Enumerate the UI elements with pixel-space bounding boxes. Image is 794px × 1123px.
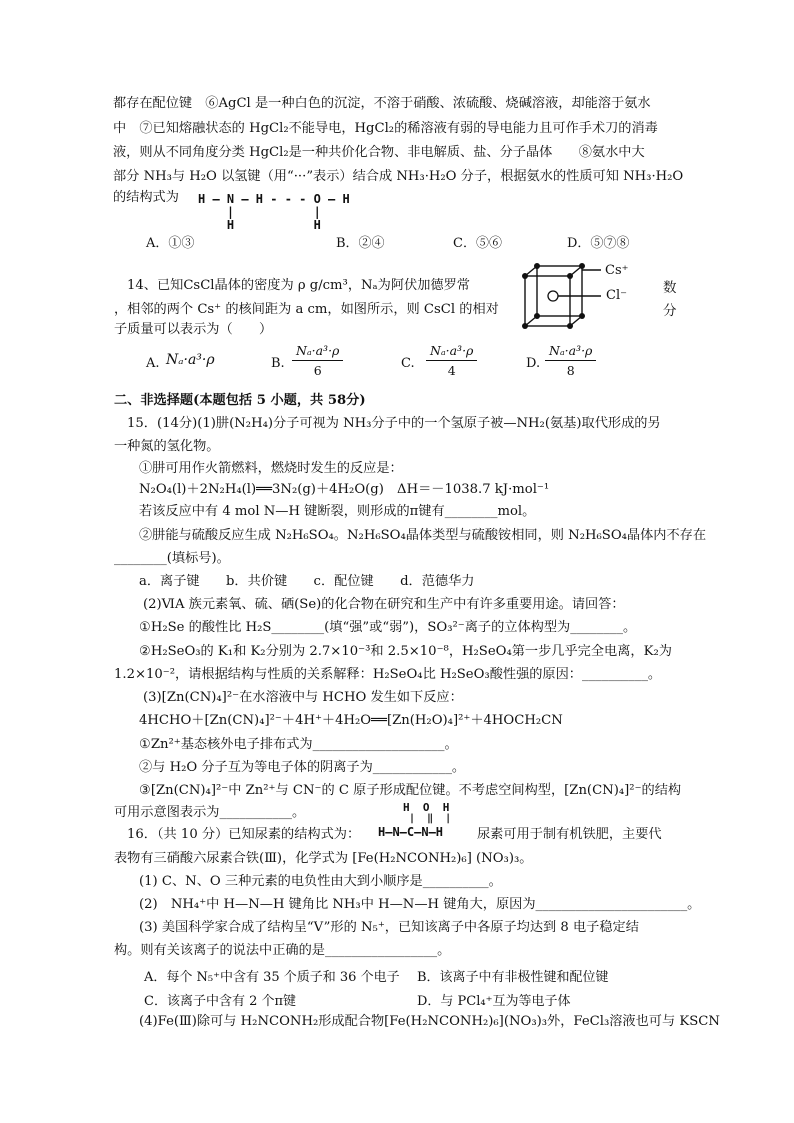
nh3-h2o-structure-line-2: | | xyxy=(198,205,321,219)
q15-line-9: (2)ⅥA 族元素氧、硫、硒(Se)的化合物在研究和生产中有许多重要用途。请回答： xyxy=(143,597,625,612)
q14-option-b-numerator: Nₐ·a³·ρ xyxy=(292,343,343,361)
q13-option-d: D．⑤⑦⑧ xyxy=(567,236,630,251)
q16-intro-after: 尿素可用于制有机铁肥，主要代 xyxy=(477,827,662,842)
q15-line-8: a．离子键 b．共价键 c．配位键 d．范德华力 xyxy=(139,574,475,589)
cl-ion-marker xyxy=(548,291,558,301)
q15-line-2: 一种氮的氢化物。 xyxy=(114,439,220,454)
q14-option-d-label: D. xyxy=(526,356,541,371)
q14-option-c-label: C. xyxy=(401,356,415,371)
q14-text-line-2: ，相邻的两个 Cs⁺ 的核间距为 a cm，如图所示，则 CsCl 的相对 xyxy=(114,302,499,317)
q14-option-d-numerator: Nₐ·a³·ρ xyxy=(545,343,596,361)
q15-line-10: ①H₂Se 的酸性比 H₂S________(填“强”或“弱”)，SO₃²⁻离子的立体构型为________。 xyxy=(139,620,637,635)
q14-text-line-3: 子质量可以表示为（ ） xyxy=(114,322,273,337)
q15-line-3: ①肼可用作火箭燃料，燃烧时发生的反应是： xyxy=(139,461,403,476)
q14-side-char-1: 数 xyxy=(663,280,677,296)
q16-line-2: 表物有三硝酸六尿素合铁(Ⅲ)，化学式为 [Fe(H₂NCONH₂)₆] (NO₃)₃。 xyxy=(114,851,533,866)
q16-part-1: (1) C、N、O 三种元素的电负性由大到小顺序是__________。 xyxy=(139,874,502,889)
q14-text-line-1: 14、已知CsCl晶体的密度为 ρ g/cm³，Nₐ为阿伏加德罗常 xyxy=(127,278,470,293)
q16-part-2: (2) NH₄⁺中 H—N—H 键角比 NH₃中 H—N—H 键角大，原因为_______________________。 xyxy=(139,897,701,912)
q14-option-c-numerator: Nₐ·a³·ρ xyxy=(426,343,477,361)
q13-option-b: B．②④ xyxy=(336,236,385,251)
q13-option-a: A．①③ xyxy=(146,236,195,251)
q14-option-b-denominator: 6 xyxy=(313,363,322,378)
urea-structure-top: H O H xyxy=(403,801,450,814)
q14-option-c-denominator: 4 xyxy=(447,363,456,378)
q13-option-c: C．⑤⑥ xyxy=(453,236,502,251)
q15-line-16: ②与 H₂O 分子互为等电子体的阴离子为____________。 xyxy=(139,760,466,775)
q16-option-c: C．该离子中含有 2 个π键 xyxy=(144,994,297,1009)
q15-line-17: ③[Zn(CN)₄]²⁻中 Zn²⁺与 CN⁻的 C 原子形成配位键。不考虑空间构型，[Zn(CN)₄]²⁻的结构 xyxy=(139,783,682,798)
q13-text-line-2: 中 ⑦已知熔融状态的 HgCl₂不能导电，HgCl₂的稀溶液有弱的导电能力且可作手术刀的消毒 xyxy=(113,121,658,136)
q14-option-b-label: B. xyxy=(271,356,285,371)
q15-line-14: 4HCHO＋[Zn(CN)₄]²⁻＋4H⁺＋4H₂O══[Zn(H₂O)₄]²⁺＋4HOCH₂CN xyxy=(139,713,563,728)
q16-part-3-line-2: 构。则有关该离子的说法中正确的是_________________。 xyxy=(114,943,451,958)
q14-option-c-fraction xyxy=(426,343,477,378)
q13-text-line-4: 部分 NH₃与 H₂O 以氢键（用“···”表示）结合成 NH₃·H₂O 分子，根据氨水的性质可知 NH₃·H₂O xyxy=(113,169,684,184)
q15-line-7: ________(填标号)。 xyxy=(114,551,230,566)
nh3-h2o-structure-line-1: H — N — H - - - O — H xyxy=(198,192,350,206)
q16-intro-before: 16．（共 10 分）已知尿素的结构式为： xyxy=(127,827,361,842)
q15-line-15: ①Zn²⁺基态核外电子排布式为____________________。 xyxy=(139,737,458,752)
q16-part-3-line-1: (3) 美国科学家合成了结构呈“V”形的 N₅⁺，已知该离子中各原子均达到 8 电子稳定结 xyxy=(139,920,639,935)
q13-text-line-3: 液，则从不同角度分类 HgCl₂是一种共价化合物、非电解质、盐、分子晶体 ⑧氨水中大 xyxy=(113,145,645,160)
q16-option-b: B．该离子中有非极性键和配位键 xyxy=(417,970,609,985)
q15-line-5: 若该反应中有 4 mol N—H 键断裂，则形成的π键有________mol。 xyxy=(139,504,536,519)
q15-line-6: ②肼能与硫酸反应生成 N₂H₆SO₄。N₂H₆SO₄晶体类型与硫酸铵相同，则 N₂H₆SO₄晶体内不存在 xyxy=(139,528,707,543)
q15-line-13: (3)[Zn(CN)₄]²⁻在水溶液中与 HCHO 发生如下反应： xyxy=(143,690,463,705)
urea-structure-bonds: | ‖ | xyxy=(391,813,452,824)
q15-line-18: 可用示意图表示为___________。 xyxy=(114,805,306,820)
figure-label-cs-ion: Cs⁺ xyxy=(605,263,629,278)
q13-text-line-5: 的结构式为 xyxy=(113,190,179,205)
q16-option-d: D．与 PCl₄⁺互为等电子体 xyxy=(417,994,571,1009)
q13-text-line-1: 都存在配位键 ⑥AgCl 是一种白色的沉淀，不溶于硝酸、浓硫酸、烧碱溶液，却能溶于氨水 xyxy=(113,96,651,111)
q14-option-b-fraction xyxy=(292,343,343,378)
nh3-h2o-structure-line-3: H H xyxy=(198,218,321,232)
q15-line-11: ②H₂SeO₃的 K₁和 K₂分别为 2.7×10⁻³和 2.5×10⁻⁸，H₂SeO₄第一步几乎完全电离，K₂为 xyxy=(139,644,672,659)
cscl-unit-cell-figure xyxy=(515,258,655,340)
q16-part-4-line: (4)Fe(Ⅲ)除可与 H₂NCONH₂形成配合物[Fe(H₂NCONH₂)₆](NO₃)₃外，FeCl₃溶液也可与 KSCN xyxy=(139,1014,720,1029)
q14-option-a-expr: Nₐ·a³·ρ xyxy=(166,352,215,368)
q16-option-a: A．每个 N₅⁺中含有 35 个质子和 36 个电子 xyxy=(144,970,400,985)
q14-option-d-fraction xyxy=(545,343,596,378)
q15-line-12: 1.2×10⁻²，请根据结构与性质的关系解释：H₂SeO₄比 H₂SeO₃酸性强的原因：__________。 xyxy=(114,667,662,682)
q14-option-d-denominator: 8 xyxy=(566,363,575,378)
q14-option-a-label: A. xyxy=(146,356,160,371)
urea-structure-main: H–N–C–N–H xyxy=(378,825,444,839)
figure-label-cl-ion: Cl⁻ xyxy=(606,288,627,303)
q15-line-4: N₂O₄(l)＋2N₂H₄(l)══3N₂(g)＋4H₂O(g) ΔH＝－1038.7 kJ·mol⁻¹ xyxy=(139,482,550,497)
q14-side-char-2: 分 xyxy=(663,303,677,319)
q15-line-1: 15．(14分)(1)肼(N₂H₄)分子可视为 NH₃分子中的一个氢原子被—NH₂(氨基)取代形成的另 xyxy=(127,416,661,431)
section-heading: 二、非选择题(本题包括 5 小题，共 58分) xyxy=(114,393,366,408)
